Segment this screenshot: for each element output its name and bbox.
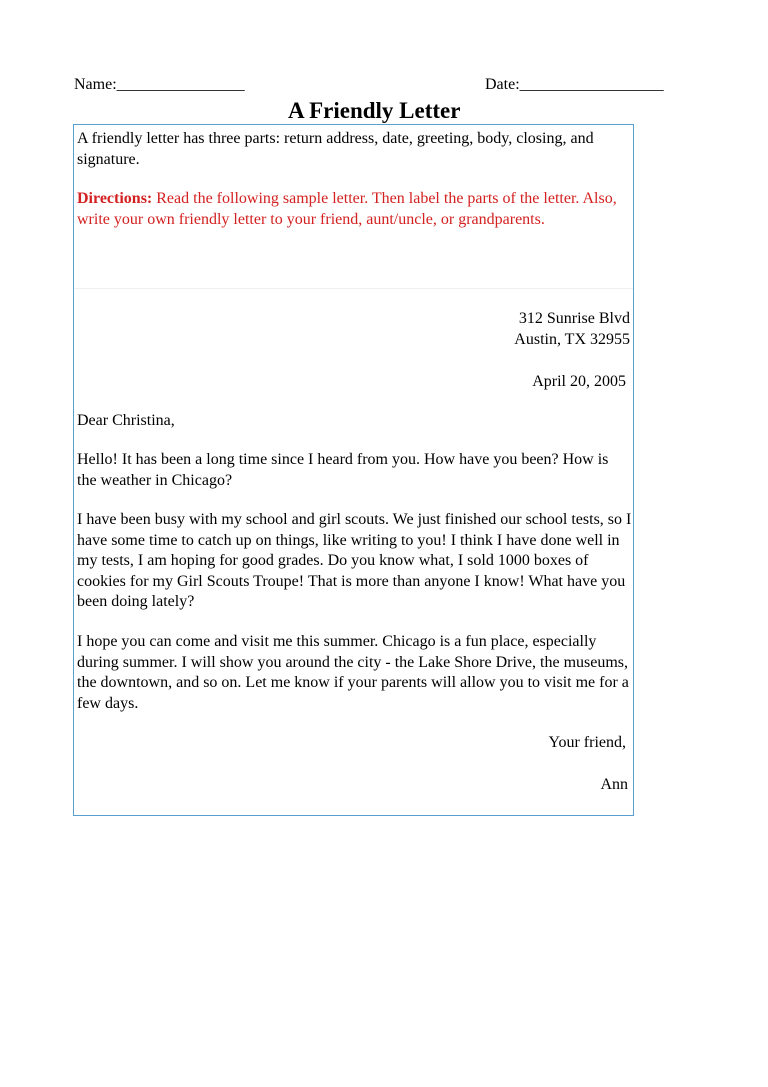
- letter-box: [73, 124, 634, 816]
- intro-text: A friendly letter has three parts: return address, date, greeting, body, closing, and signature.: [77, 130, 594, 168]
- return-address-line2: Austin, TX 32955: [514, 331, 630, 348]
- divider: [74, 288, 633, 289]
- body-paragraph-3: I hope you can come and visit me this summer. Chicago is a fun place, especially during summer. I will show you around the city - the Lake Shore Drive, the museums, the downtown, and so on. Let me know if your parents will allow you to visit me for a few days.: [77, 633, 629, 712]
- body-paragraph-1: Hello! It has been a long time since I heard from you. How have you been? How is the weather in Chicago?: [77, 451, 609, 489]
- closing: Your friend,: [548, 734, 626, 751]
- directions-text: [77, 189, 622, 230]
- return-address-line1: 312 Sunrise Blvd: [518, 310, 630, 327]
- page-title: A Friendly Letter: [288, 98, 461, 123]
- body-paragraph-2: I have been busy with my school and girl scouts. We just finished our school tests, so I have some time to catch up on things, like writing to you! I think I have done well in my tests, I am hoping for good grades. Do you know what, I sold 1000 boxes of cookies for my Girl Scouts Troupe! That is more than anyone I know! What have you been doing lately?: [77, 511, 632, 610]
- directions-label: Directions:: [77, 190, 153, 207]
- date-field-line: Date:__________________: [485, 76, 664, 93]
- name-field-line: Name:________________: [74, 76, 245, 93]
- signature: Ann: [600, 776, 628, 793]
- greeting: Dear Christina,: [77, 412, 175, 429]
- letter-date: April 20, 2005: [532, 373, 626, 390]
- directions-body: Read the following sample letter. Then label the parts of the letter. Also, write your own friendly letter to your friend, aunt/uncle, or grandparents.: [77, 190, 617, 228]
